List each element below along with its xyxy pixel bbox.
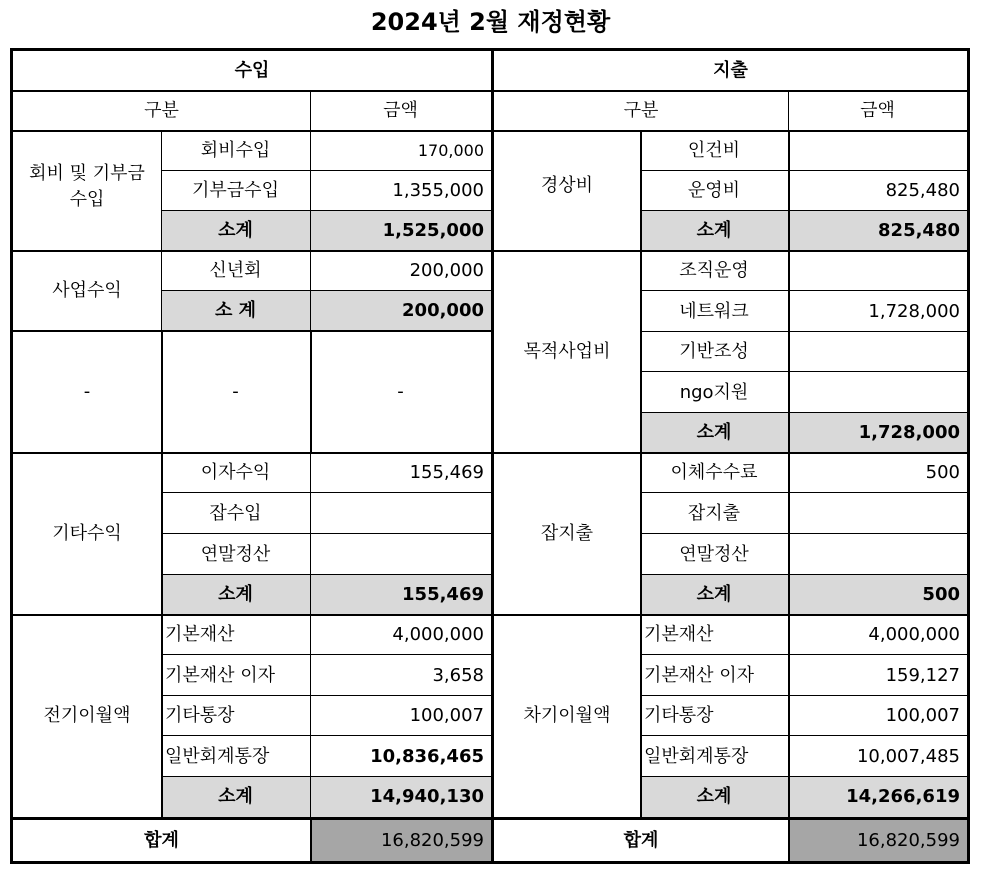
expense-carryforward-item-label: 기타통장	[644, 705, 714, 726]
grid-line	[640, 574, 967, 575]
grid-line	[640, 412, 967, 413]
income-business-item-amount: 200,000	[409, 260, 484, 281]
grid-line	[640, 170, 967, 171]
expense-purpose-item-label: 조직운영	[679, 260, 749, 281]
expense-purpose-item-amount: 1,728,000	[868, 300, 960, 322]
expense-misc-item-label: 이체수수료	[670, 462, 758, 483]
expense-operating-item-label: 운영비	[687, 180, 741, 201]
income-total-label: 합계	[144, 829, 179, 851]
income-dues-item-amount: 170,000	[417, 141, 484, 160]
expense-carryforward-item-amount: 159,127	[885, 664, 960, 686]
income-other-item-amount	[310, 534, 491, 575]
grid-line	[310, 91, 311, 331]
grid-line	[161, 654, 491, 655]
expense-operating-item-amount	[788, 131, 967, 171]
income-dues-item-label: 기부금수입	[192, 180, 279, 201]
grid-line	[494, 250, 967, 252]
income-business-subtotal-label: 소 계	[161, 291, 310, 331]
expense-col-amount: 금액	[860, 100, 895, 121]
grid-line	[310, 453, 311, 817]
income-col-amount: 금액	[383, 100, 418, 121]
income-total: 16,820,599	[310, 820, 491, 861]
grid-line	[788, 820, 790, 861]
income-other-item-label: 이자수익	[200, 462, 271, 483]
grid-line	[494, 452, 967, 454]
expense-total: 16,820,599	[788, 820, 967, 861]
expense-misc-item-amount: 500	[925, 462, 960, 483]
grid-line	[640, 290, 967, 291]
income-carryover-item-amount: 10,836,465	[370, 745, 484, 767]
income-carryover-item-label: 기본재산 이자	[165, 664, 276, 686]
expense-carryforward-subtotal-label: 소계	[640, 777, 788, 817]
expense-carryforward-item-amount: 4,000,000	[868, 624, 960, 645]
income-other-item-amount	[310, 493, 491, 534]
income-business-category: 사업수익	[52, 280, 122, 301]
expense-misc-subtotal: 500	[788, 575, 967, 615]
income-other-subtotal: 155,469	[310, 575, 491, 615]
expense-carryforward-item-label: 일반회계통장	[644, 745, 749, 767]
expense-header: 지출	[713, 60, 748, 81]
income-blank-cell: -	[397, 381, 404, 402]
expense-operating-subtotal: 825,480	[788, 211, 967, 251]
income-carryover-subtotal: 14,940,130	[310, 777, 491, 817]
expense-purpose-item-amount	[788, 251, 967, 291]
grid-line	[640, 131, 642, 817]
income-business-item-label: 신년회	[209, 260, 262, 281]
grid-line	[13, 90, 491, 92]
grid-line	[640, 654, 967, 655]
expense-col-category: 구분	[623, 100, 659, 121]
income-carryover-item-label: 일반회계통장	[165, 745, 270, 767]
expense-operating-item-amount: 825,480	[885, 180, 960, 201]
grid-line	[788, 91, 789, 131]
grid-line	[161, 210, 491, 211]
center-divider	[491, 51, 494, 861]
grid-line	[161, 331, 163, 817]
income-dues-subtotal-label: 소계	[161, 211, 310, 251]
income-dues-item-amount: 1,355,000	[392, 180, 484, 201]
expense-purpose-item-label: 네트워크	[679, 300, 749, 322]
income-carryover-item-amount: 4,000,000	[392, 624, 484, 645]
grid-line	[13, 330, 491, 332]
expense-purpose-item-amount	[788, 372, 967, 413]
income-business-subtotal: 200,000	[310, 291, 491, 331]
grid-line	[788, 131, 790, 817]
expense-purpose-subtotal: 1,728,000	[788, 413, 967, 453]
income-carryover-item-label: 기본재산	[165, 624, 235, 645]
expense-operating-category: 경상비	[540, 175, 594, 196]
grid-line	[161, 533, 491, 534]
grid-line	[161, 170, 491, 171]
income-dues-item-label: 회비수입	[200, 140, 271, 161]
grid-line	[640, 492, 967, 493]
income-other-category: 기타수익	[52, 523, 122, 544]
grid-line	[310, 820, 312, 861]
expense-misc-item-label: 잡지출	[687, 502, 741, 524]
grid-line	[13, 614, 491, 616]
expense-carryforward-item-label: 기본재산 이자	[644, 664, 755, 686]
grid-line	[161, 492, 491, 493]
grid-line	[161, 574, 491, 575]
grid-line	[13, 250, 491, 252]
grid-line	[161, 776, 491, 777]
total-divider	[13, 817, 967, 820]
income-other-item-amount: 155,469	[409, 462, 484, 483]
grid-line	[161, 735, 491, 736]
expense-misc-category: 잡지출	[540, 523, 594, 544]
income-carryover-item-amount: 100,007	[409, 705, 484, 726]
grid-line	[494, 614, 967, 616]
income-other-item-label: 잡수입	[209, 502, 262, 524]
expense-carryforward-subtotal: 14,266,619	[788, 777, 967, 817]
grid-line	[161, 131, 162, 331]
finance-table	[10, 48, 970, 864]
expense-carryforward-category: 차기이월액	[523, 705, 611, 726]
expense-operating-item-label: 인건비	[687, 140, 741, 161]
expense-misc-item-label: 연말정산	[679, 543, 749, 565]
grid-line	[640, 533, 967, 534]
expense-carryforward-item-amount: 10,007,485	[856, 745, 960, 767]
expense-total-label: 합계	[623, 829, 659, 851]
grid-line	[640, 695, 967, 696]
grid-line	[494, 130, 967, 132]
grid-line	[640, 776, 967, 777]
page-title: 2024년 2월 재정현황	[370, 8, 611, 36]
income-dues-category: 회비 및 기부금 수입	[29, 163, 145, 210]
expense-purpose-category: 목적사업비	[523, 341, 611, 362]
income-carryover-item-label: 기타통장	[165, 705, 235, 726]
expense-purpose-item-label: ngo지원	[679, 381, 749, 403]
income-blank-cell: -	[83, 381, 91, 402]
income-col-category: 구분	[144, 100, 179, 121]
expense-carryforward-item-amount: 100,007	[885, 705, 960, 726]
income-dues-subtotal: 1,525,000	[310, 211, 491, 251]
grid-line	[13, 452, 491, 454]
grid-line	[310, 331, 312, 453]
expense-misc-subtotal-label: 소계	[640, 575, 788, 615]
income-blank-cell: -	[232, 381, 239, 402]
income-other-subtotal-label: 소계	[161, 575, 310, 615]
expense-operating-subtotal-label: 소계	[640, 211, 788, 251]
grid-line	[161, 695, 491, 696]
income-carryover-subtotal-label: 소계	[161, 777, 310, 817]
expense-purpose-item-label: 기반조성	[679, 341, 749, 362]
grid-line	[494, 90, 967, 92]
expense-misc-item-amount	[788, 493, 967, 534]
grid-line	[161, 290, 491, 291]
grid-line	[640, 735, 967, 736]
expense-carryforward-item-label: 기본재산	[644, 624, 714, 645]
expense-purpose-item-amount	[788, 332, 967, 372]
income-carryover-category: 전기이월액	[43, 705, 131, 726]
income-header: 수입	[234, 60, 270, 81]
grid-line	[640, 210, 967, 211]
income-carryover-item-amount: 3,658	[432, 664, 484, 686]
grid-line	[640, 371, 967, 372]
income-other-item-label: 연말정산	[200, 543, 271, 565]
expense-misc-item-amount	[788, 534, 967, 575]
grid-line	[13, 130, 491, 132]
expense-purpose-subtotal-label: 소계	[640, 413, 788, 453]
grid-line	[640, 331, 967, 332]
